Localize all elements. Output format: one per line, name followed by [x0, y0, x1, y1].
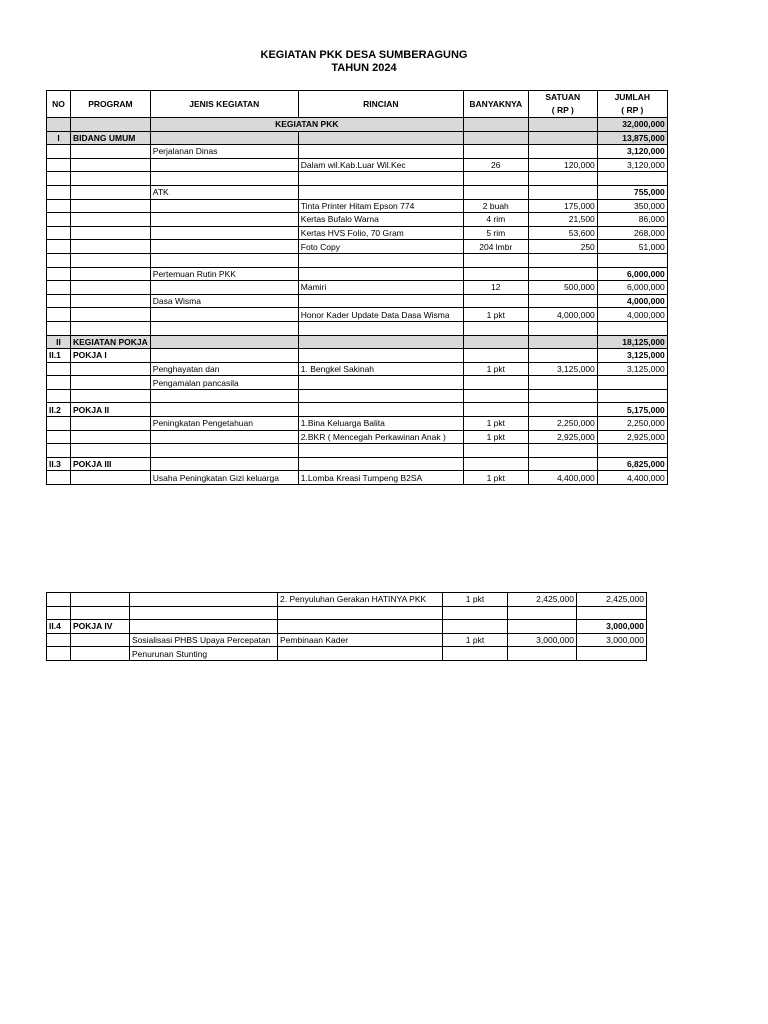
cell-jenis-kegiatan [150, 281, 298, 295]
header-jumlah [597, 91, 667, 118]
blank-row [47, 389, 668, 403]
cell-jenis-kegiatan [130, 593, 278, 607]
item-row [47, 376, 668, 390]
cell-jenis-kegiatan: Dasa Wisma [150, 294, 298, 308]
cell-rincian [278, 620, 443, 634]
cell-jumlah: 6,000,000 [597, 281, 667, 295]
cell-program [71, 471, 151, 485]
cell-rincian [298, 335, 463, 349]
cell-satuan: 120,000 [528, 158, 597, 172]
budget-table-part-2 [46, 592, 647, 661]
cell-banyaknya [463, 376, 528, 390]
cell-jenis-kegiatan: Pengamalan pancasila [150, 376, 298, 390]
cell-no [47, 185, 71, 199]
item-row [47, 633, 647, 647]
cell-jumlah: 3,120,000 [597, 145, 667, 159]
cell-no [47, 240, 71, 254]
cell-banyaknya [443, 647, 508, 661]
cell-jumlah: 3,120,000 [597, 158, 667, 172]
cell-program [71, 376, 151, 390]
cell-no [47, 321, 71, 335]
cell-jumlah: 4,400,000 [597, 471, 667, 485]
cell-no [47, 118, 71, 132]
cell-jenis-kegiatan [150, 213, 298, 227]
cell-banyaknya: 1 pkt [463, 471, 528, 485]
blank-row [47, 321, 668, 335]
cell-banyaknya [463, 349, 528, 363]
cell-jumlah: 86,000 [597, 213, 667, 227]
cell-jenis-kegiatan [150, 457, 298, 471]
cell-no [47, 308, 71, 322]
cell-rincian [298, 403, 463, 417]
cell-program: KEGIATAN POKJA [71, 335, 151, 349]
cell-jumlah [597, 376, 667, 390]
blank-row [47, 606, 647, 620]
cell-satuan: 2,425,000 [508, 593, 577, 607]
cell-banyaknya: 1 pkt [463, 430, 528, 444]
cell-rincian [298, 389, 463, 403]
header-program: PROGRAM [71, 91, 151, 118]
cell-rincian [278, 606, 443, 620]
cell-jenis-kegiatan: Usaha Peningkatan Gizi keluarga [150, 471, 298, 485]
item-row [47, 471, 668, 485]
cell-program [71, 362, 151, 376]
cell-jumlah: 2,425,000 [577, 593, 647, 607]
pokja-row [47, 457, 668, 471]
cell-banyaknya: 4 rim [463, 213, 528, 227]
cell-satuan: 53,600 [528, 226, 597, 240]
cell-jenis-kegiatan: Penurunan Stunting [130, 647, 278, 661]
cell-no: I [47, 131, 71, 145]
item-row [47, 281, 668, 295]
cell-banyaknya [463, 444, 528, 458]
cell-no [47, 593, 71, 607]
cell-jumlah: 13,875,000 [597, 131, 667, 145]
cell-banyaknya [443, 606, 508, 620]
cell-satuan [528, 145, 597, 159]
cell-banyaknya [443, 620, 508, 634]
cell-no [47, 145, 71, 159]
cell-no: II.2 [47, 403, 71, 417]
cell-banyaknya: 1 pkt [463, 362, 528, 376]
item-row [47, 362, 668, 376]
cell-rincian [298, 131, 463, 145]
cell-rincian: Kertas HVS Folio, 70 Gram [298, 226, 463, 240]
blank-row [47, 253, 668, 267]
cell-program [71, 593, 130, 607]
cell-jenis-kegiatan [130, 606, 278, 620]
cell-rincian [298, 145, 463, 159]
cell-jenis-kegiatan [150, 172, 298, 186]
cell-banyaknya: 204 lmbr [463, 240, 528, 254]
header-satuan [528, 91, 597, 118]
item-row [47, 647, 647, 661]
cell-rincian [298, 349, 463, 363]
cell-no [47, 471, 71, 485]
cell-program [71, 417, 151, 431]
cell-jumlah: 268,000 [597, 226, 667, 240]
cell-jenis-kegiatan [150, 349, 298, 363]
cell-program [71, 389, 151, 403]
cell-jenis-kegiatan [150, 131, 298, 145]
cell-program: POKJA IV [71, 620, 130, 634]
cell-jumlah [577, 606, 647, 620]
grand-row [47, 118, 668, 132]
cell-satuan: 4,400,000 [528, 471, 597, 485]
cell-program [71, 240, 151, 254]
cell-jenis-kegiatan [150, 253, 298, 267]
cell-satuan [528, 376, 597, 390]
cell-program [71, 606, 130, 620]
cell-jenis-kegiatan: Penghayatan dan [150, 362, 298, 376]
cell-jumlah: 6,825,000 [597, 457, 667, 471]
cell-no [47, 294, 71, 308]
cell-satuan [528, 403, 597, 417]
cell-rincian: 2.BKR ( Mencegah Perkawinan Anak ) [298, 430, 463, 444]
header-satuan-label: SATUAN [545, 92, 581, 102]
cell-jumlah: 5,175,000 [597, 403, 667, 417]
cell-no [47, 362, 71, 376]
cell-satuan [528, 349, 597, 363]
cell-satuan [528, 444, 597, 458]
cell-banyaknya [463, 131, 528, 145]
cell-rincian: Dalam wil.Kab.Luar Wil.Kec [298, 158, 463, 172]
cell-jenis-kegiatan [150, 226, 298, 240]
cell-jenis-kegiatan: Peningkatan Pengetahuan [150, 417, 298, 431]
cell-satuan: 250 [528, 240, 597, 254]
cell-no [47, 199, 71, 213]
cell-jumlah: 350,000 [597, 199, 667, 213]
cell-satuan [508, 606, 577, 620]
cell-no [47, 606, 71, 620]
cell-banyaknya [463, 403, 528, 417]
cell-program [71, 172, 151, 186]
cell-program: POKJA III [71, 457, 151, 471]
cell-jumlah: 3,000,000 [577, 620, 647, 634]
cell-banyaknya: 2 buah [463, 199, 528, 213]
item-row [47, 226, 668, 240]
cell-rincian: Tinta Printer Hitam Epson 774 [298, 199, 463, 213]
cell-program: POKJA II [71, 403, 151, 417]
cell-satuan: 21,500 [528, 213, 597, 227]
cell-satuan [528, 335, 597, 349]
cell-jenis-kegiatan: KEGIATAN PKK [150, 118, 463, 132]
pokja-row [47, 349, 668, 363]
pokja-row [47, 403, 668, 417]
cell-no [47, 226, 71, 240]
cell-jumlah: 51,000 [597, 240, 667, 254]
header-row [47, 91, 668, 118]
cell-program [71, 430, 151, 444]
pokja-row [47, 620, 647, 634]
cell-satuan [528, 185, 597, 199]
cell-jenis-kegiatan [150, 335, 298, 349]
cell-rincian: Foto Copy [298, 240, 463, 254]
item-row [47, 158, 668, 172]
cell-no [47, 633, 71, 647]
header-jenis-kegiatan: JENIS KEGIATAN [150, 91, 298, 118]
cell-rincian: Mamiri [298, 281, 463, 295]
cell-satuan: 500,000 [528, 281, 597, 295]
cell-satuan: 3,000,000 [508, 633, 577, 647]
cell-jenis-kegiatan [130, 620, 278, 634]
cell-no [47, 647, 71, 661]
cell-jenis-kegiatan [150, 389, 298, 403]
cell-program [71, 308, 151, 322]
cell-satuan: 3,125,000 [528, 362, 597, 376]
cell-satuan [528, 321, 597, 335]
cell-jumlah: 32,000,000 [597, 118, 667, 132]
cell-satuan [528, 267, 597, 281]
cell-satuan: 4,000,000 [528, 308, 597, 322]
cell-jenis-kegiatan [150, 321, 298, 335]
item-row [47, 199, 668, 213]
cell-no [47, 430, 71, 444]
cell-satuan [528, 457, 597, 471]
cell-satuan [528, 389, 597, 403]
cell-jumlah: 18,125,000 [597, 335, 667, 349]
cell-jenis-kegiatan [150, 199, 298, 213]
document-year: TAHUN 2024 [331, 62, 397, 74]
cell-program: POKJA I [71, 349, 151, 363]
cell-jenis-kegiatan [150, 240, 298, 254]
header-jumlah-unit: ( RP ) [621, 105, 644, 115]
cell-banyaknya: 1 pkt [443, 593, 508, 607]
cell-rincian [298, 267, 463, 281]
cell-jenis-kegiatan [150, 403, 298, 417]
cell-no: II.4 [47, 620, 71, 634]
cell-no [47, 267, 71, 281]
cell-jumlah: 3,000,000 [577, 633, 647, 647]
cell-jumlah: 4,000,000 [597, 308, 667, 322]
cell-rincian [298, 376, 463, 390]
cell-jumlah: 4,000,000 [597, 294, 667, 308]
cell-banyaknya: 12 [463, 281, 528, 295]
cell-jenis-kegiatan [150, 430, 298, 444]
cell-rincian: 2. Penyuluhan Gerakan HATINYA PKK [278, 593, 443, 607]
cell-rincian: 1. Bengkel Sakinah [298, 362, 463, 376]
blank-row [47, 444, 668, 458]
cell-no [47, 253, 71, 267]
cell-no: II [47, 335, 71, 349]
cell-rincian [298, 185, 463, 199]
cell-satuan: 2,925,000 [528, 430, 597, 444]
cell-jumlah [597, 444, 667, 458]
cell-rincian [298, 253, 463, 267]
header-banyaknya: BANYAKNYA [463, 91, 528, 118]
header-satuan-unit: ( RP ) [551, 105, 574, 115]
cell-rincian [278, 647, 443, 661]
cell-banyaknya [463, 267, 528, 281]
cell-no [47, 376, 71, 390]
cell-banyaknya [463, 253, 528, 267]
item-row [47, 308, 668, 322]
cell-rincian: 1.Bina Keluarga Balita [298, 417, 463, 431]
cell-program [71, 213, 151, 227]
item-row [47, 240, 668, 254]
cell-satuan [528, 294, 597, 308]
cell-jenis-kegiatan: Pertemuan Rutin PKK [150, 267, 298, 281]
cell-program [71, 321, 151, 335]
cell-banyaknya [463, 389, 528, 403]
cell-banyaknya: 26 [463, 158, 528, 172]
cell-banyaknya: 1 pkt [463, 417, 528, 431]
cell-banyaknya [463, 118, 528, 132]
group-row [47, 145, 668, 159]
cell-no [47, 389, 71, 403]
cell-banyaknya [463, 321, 528, 335]
cell-banyaknya [463, 457, 528, 471]
cell-program: BIDANG UMUM [71, 131, 151, 145]
cell-jumlah: 2,250,000 [597, 417, 667, 431]
cell-jumlah [597, 172, 667, 186]
cell-banyaknya [463, 145, 528, 159]
cell-program [71, 145, 151, 159]
cell-jumlah: 6,000,000 [597, 267, 667, 281]
cell-program [71, 199, 151, 213]
blank-row [47, 172, 668, 186]
cell-program [71, 267, 151, 281]
cell-banyaknya: 1 pkt [443, 633, 508, 647]
cell-no: II.3 [47, 457, 71, 471]
cell-satuan [528, 253, 597, 267]
cell-no [47, 158, 71, 172]
item-row [47, 417, 668, 431]
cell-jumlah: 3,125,000 [597, 362, 667, 376]
cell-rincian: Kertas Bufalo Warna [298, 213, 463, 227]
cell-jumlah: 2,925,000 [597, 430, 667, 444]
cell-rincian [298, 172, 463, 186]
group-row [47, 185, 668, 199]
cell-satuan: 175,000 [528, 199, 597, 213]
cell-satuan [528, 172, 597, 186]
group-row [47, 294, 668, 308]
cell-banyaknya: 1 pkt [463, 308, 528, 322]
cell-banyaknya: 5 rim [463, 226, 528, 240]
cell-rincian [298, 444, 463, 458]
cell-jumlah: 755,000 [597, 185, 667, 199]
cell-satuan [528, 118, 597, 132]
cell-program [71, 294, 151, 308]
cell-jenis-kegiatan [150, 158, 298, 172]
cell-no [47, 444, 71, 458]
cell-no [47, 281, 71, 295]
header-no: NO [47, 91, 71, 118]
cell-rincian [298, 321, 463, 335]
cell-program [71, 226, 151, 240]
cell-no [47, 417, 71, 431]
cell-satuan [508, 620, 577, 634]
header-rincian: RINCIAN [298, 91, 463, 118]
cell-banyaknya [463, 294, 528, 308]
cell-jenis-kegiatan: ATK [150, 185, 298, 199]
cell-jenis-kegiatan: Sosialisasi PHBS Upaya Percepatan [130, 633, 278, 647]
cell-satuan [528, 131, 597, 145]
group-row [47, 267, 668, 281]
cell-program [71, 281, 151, 295]
cell-banyaknya [463, 172, 528, 186]
cell-program [71, 633, 130, 647]
cell-jenis-kegiatan: Perjalanan Dinas [150, 145, 298, 159]
cell-no [47, 172, 71, 186]
cell-no [47, 213, 71, 227]
cell-banyaknya [463, 335, 528, 349]
cell-banyaknya [463, 185, 528, 199]
item-row [47, 213, 668, 227]
cell-program [71, 118, 151, 132]
item-row [47, 593, 647, 607]
cell-jenis-kegiatan [150, 444, 298, 458]
cell-rincian [298, 294, 463, 308]
item-row [47, 430, 668, 444]
cell-jumlah [597, 389, 667, 403]
cell-rincian: Pembinaan Kader [278, 633, 443, 647]
document-title: KEGIATAN PKK DESA SUMBERAGUNG [260, 49, 468, 61]
cell-rincian: Honor Kader Update Data Dasa Wisma [298, 308, 463, 322]
cell-jumlah [597, 321, 667, 335]
cell-jenis-kegiatan [150, 308, 298, 322]
cell-satuan [508, 647, 577, 661]
section-row [47, 335, 668, 349]
cell-program [71, 158, 151, 172]
cell-jumlah [577, 647, 647, 661]
budget-table-part-1 [46, 90, 668, 485]
section-row [47, 131, 668, 145]
cell-satuan: 2,250,000 [528, 417, 597, 431]
cell-program [71, 185, 151, 199]
cell-jumlah: 3,125,000 [597, 349, 667, 363]
cell-rincian [298, 457, 463, 471]
cell-program [71, 253, 151, 267]
cell-jumlah [597, 253, 667, 267]
cell-program [71, 647, 130, 661]
cell-program [71, 444, 151, 458]
cell-no: II.1 [47, 349, 71, 363]
header-jumlah-label: JUMLAH [614, 92, 650, 102]
cell-rincian: 1.Lomba Kreasi Tumpeng B2SA [298, 471, 463, 485]
